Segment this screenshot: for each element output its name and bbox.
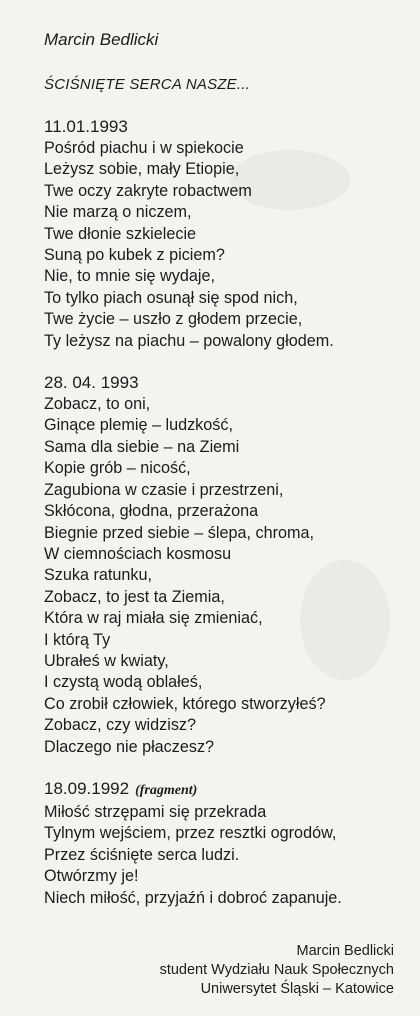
poem-line: Zobacz, czy widzisz? (44, 716, 197, 735)
poem-date (44, 778, 394, 801)
poem-line: I którą Ty (44, 630, 111, 649)
poem-lines (44, 802, 394, 909)
poem-line: Otwórzmy je! (44, 867, 139, 886)
poem-collection-title: ŚCIŚNIĘTE SERCA NASZE... (44, 76, 250, 93)
signature-university: Uniwersytet Śląski – Katowice (200, 981, 394, 997)
poem-date (44, 116, 394, 137)
poem-line: Co zrobił człowiek, którego stworzyłeś? (44, 694, 326, 713)
poem-line: Zobacz, to jest ta Ziemia, (44, 587, 225, 606)
signature-name: Marcin Bedlicki (296, 943, 394, 959)
poem-section (44, 778, 394, 909)
paper-smudge (300, 560, 390, 680)
poem-date (44, 372, 394, 393)
poem-line: Twe życie – uszło z głodem przecie, (44, 310, 303, 329)
poem-line: Zagubiona w czasie i przestrzeni, (44, 480, 284, 499)
poem-line: Suną po kubek z piciem? (44, 246, 225, 265)
poem-line: Sama dla siebie – na Ziemi (44, 437, 240, 456)
poem-line: To tylko piach osunął się spod nich, (44, 288, 298, 307)
poem-line: Biegnie przed siebie – ślepa, chroma, (44, 523, 314, 542)
paper-smudge (230, 150, 350, 210)
poem-line: W ciemnościach kosmosu (44, 544, 232, 563)
poem-date-text: 11.01.1993 (44, 117, 128, 136)
poem-line: Skłócona, głodna, przerażona (44, 502, 259, 521)
poem-line: I czystą wodą oblałeś, (44, 673, 203, 692)
poem-line: Nie marzą o niczem, (44, 203, 192, 222)
poem-line: Leżysz sobie, mały Etiopie, (44, 160, 240, 179)
poem-line: Tylnym wejściem, przez resztki ogrodów, (44, 824, 337, 843)
signature-block (160, 942, 394, 999)
poem-line: Zobacz, to oni, (44, 395, 151, 414)
poem-line: Ty leżysz na piachu – powalony głodem. (44, 331, 334, 350)
poem-fragment-note: (fragment) (135, 782, 198, 798)
poem-line: Pośród piachu i w spiekocie (44, 139, 244, 157)
poem-line: Twe oczy zakryte robactwem (44, 181, 252, 200)
poem-line: Dlaczego nie płaczesz? (44, 737, 215, 756)
poem-line: Nie, to mnie się wydaje, (44, 267, 215, 286)
author-name: Marcin Bedlicki (44, 30, 159, 49)
poem-section (44, 116, 394, 352)
poem-date-text: 18.09.1992 (44, 778, 130, 798)
poem-line: Miłość strzępami się przekrada (44, 802, 267, 821)
poem-date-text: 28. 04. 1993 (44, 373, 139, 393)
poem-line: Przez ściśnięte serca ludzi. (44, 845, 240, 864)
poem-line: Ubrałeś w kwiaty, (44, 651, 169, 670)
poem-line: Ginące plemię – ludzkość, (44, 416, 233, 435)
poem-line: Niech miłość, przyjaźń i dobroć zapanuje. (44, 888, 342, 907)
signature-affiliation: student Wydziału Nauk Społecznych (159, 962, 394, 978)
poem-line: Która w raj miała się zmieniać, (44, 609, 263, 628)
poem-line: Kopie grób – nicość, (44, 459, 191, 478)
poem-line: Twe dłonie szkielecie (44, 224, 197, 243)
poem-line: Szuka ratunku, (44, 566, 152, 585)
